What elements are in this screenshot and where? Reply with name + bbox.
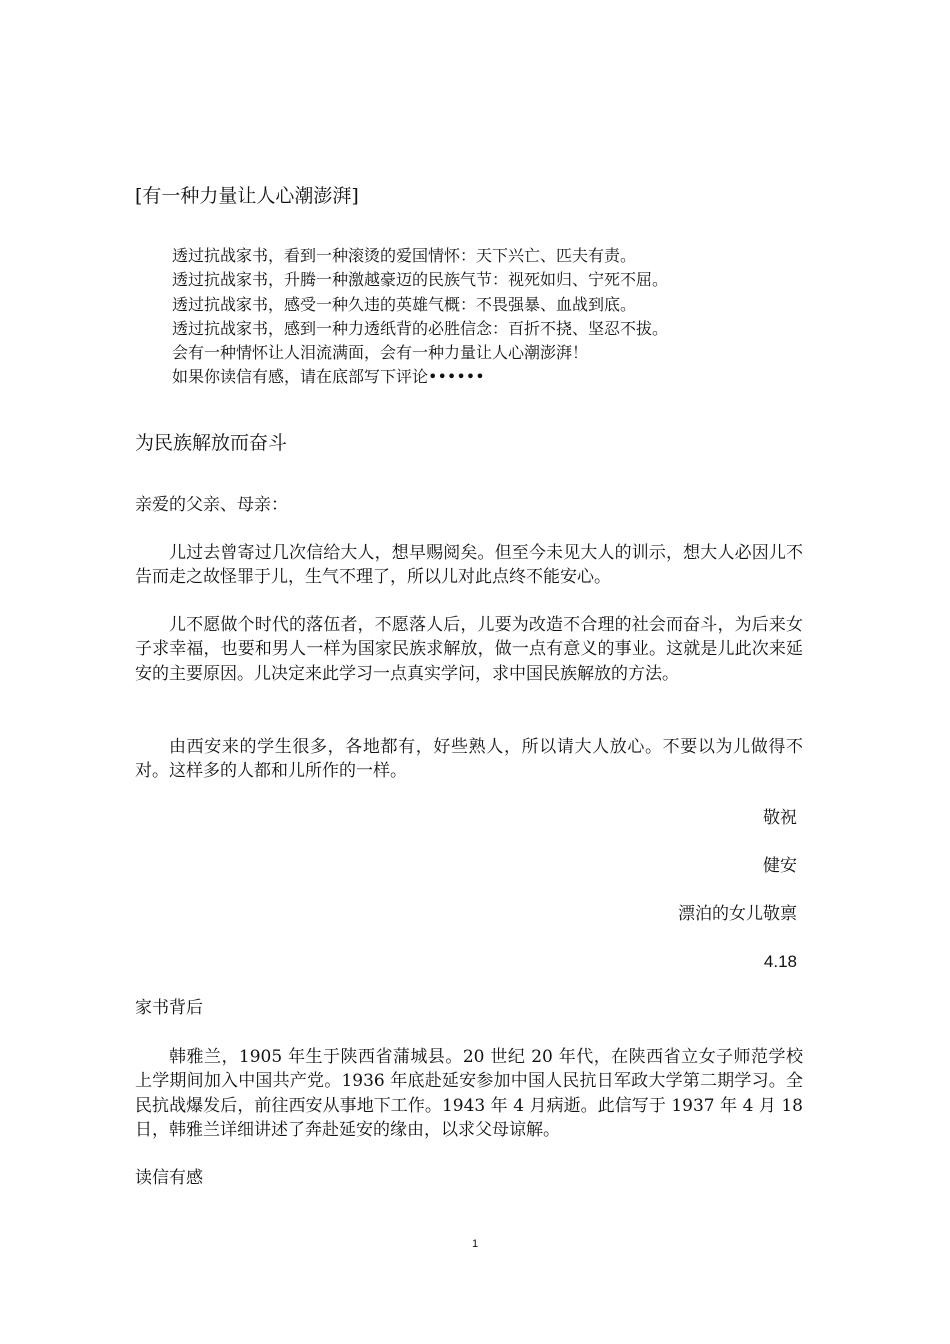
intro-block [172, 244, 812, 390]
letter-closing: 敬祝 [763, 808, 797, 828]
intro-line: 透过抗战家书，感受一种久违的英雄气概：不畏强暴、血战到底。 [172, 294, 637, 314]
intro-line: 透过抗战家书，看到一种滚烫的爱国情怀：天下兴亡、匹夫有责。 [172, 246, 637, 265]
page-number: 1 [471, 1238, 479, 1250]
background-heading: 家书背后 [135, 998, 203, 1018]
intro-line: 透过抗战家书，感到一种力透纸背的必胜信念：百折不挠、坚忍不拔。 [172, 318, 669, 338]
letter-title: 为民族解放而奋斗 [135, 432, 288, 454]
reading-heading: 读信有感 [135, 1168, 203, 1188]
intro-line: 透过抗战家书，升腾一种激越豪迈的民族气节：视死如归、宁死不屈。 [172, 270, 669, 290]
letter-paragraph: 由西安来的学生很多，各地都有，好些熟人，所以请大人放心。不要以为儿做得不对。这样多的人都和儿所作的一样。 [135, 737, 803, 782]
intro-line: 如果你读信有感，请在底部写下评论•••••• [172, 367, 485, 387]
intro-line: 会有一种情怀让人泪流满面，会有一种力量让人心潮澎湃！ [172, 343, 589, 363]
letter-date: 4.18 [763, 952, 797, 971]
letter-paragraph: 儿不愿做个时代的落伍者，不愿落人后，儿要为改造不合理的社会而奋斗，为后来女子求幸福，也要和男人一样为国家民族求解放，做一点有意义的事业。这就是儿此次来延安的主要原因。儿决定来此学习一点真实学问，求中国民族解放的方法。 [135, 615, 803, 684]
letter-salutation: 亲爱的父亲、母亲： [135, 495, 288, 515]
background-paragraph: 韩雅兰，1905 年生于陕西省蒲城县。20 世纪 20 年代，在陕西省立女子师范学校上学期间加入中国共产党。1936 年底赴延安参加中国人民抗日军政大学第二期学习。全民抗战爆发后，前往西安从事地下工作。1943 年 4 月病逝。此信写于 1937 年 4 月 18 日，韩雅兰详细讲述了奔赴延安的缘由，以求父母谅解。 [135, 1047, 803, 1141]
letter-signature: 漂泊的女儿敬禀 [678, 904, 797, 924]
header-title: [有一种力量让人心潮澎湃] [135, 185, 359, 207]
letter-paragraph: 儿过去曾寄过几次信给大人，想早赐阅矣。但至今未见大人的训示，想大人必因儿不告而走之故怪罪于儿，生气不理了，所以儿对此点终不能安心。 [135, 543, 803, 588]
letter-closing: 健安 [763, 856, 797, 876]
